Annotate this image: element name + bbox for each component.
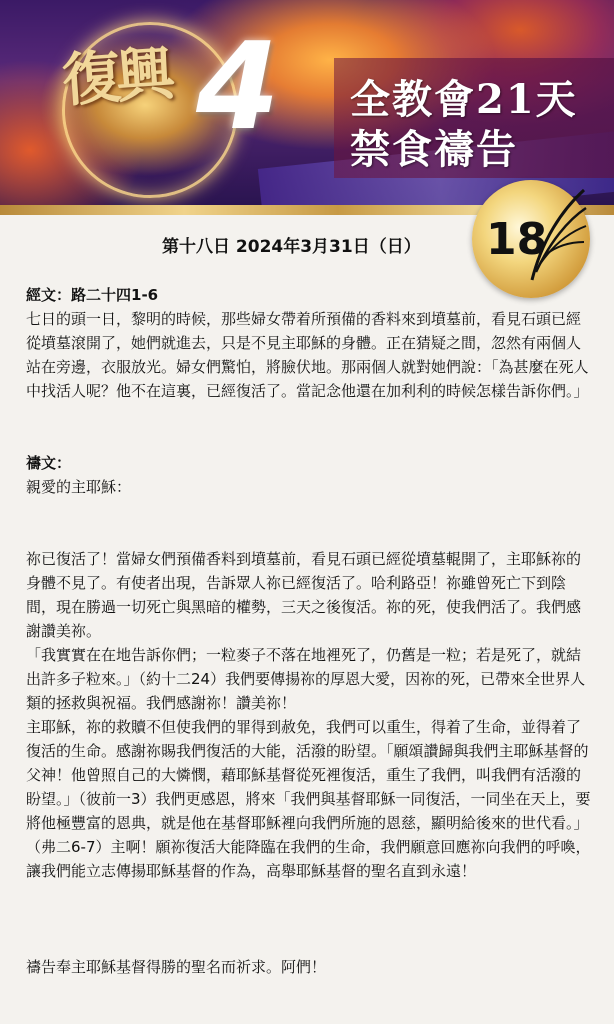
revival-logo-text: 復興 xyxy=(60,39,173,115)
header-banner xyxy=(0,0,614,205)
scripture-text: 七日的頭一日，黎明的時候，那些婦女帶着所預備的香料來到墳墓前，看見石頭已經從墳墓滾開了，她們就進去，只是不見主耶穌的身體。正在猜疑之間，忽然有兩個人站在旁邊，衣服放光。婦女們驚怕，將臉伏地。那兩個人就對她們說：「為甚麼在死人中找活人呢？他不在這裏，已經復活了。當記念他還在加利利的時候怎樣告訴你們。」 xyxy=(26,310,589,400)
date-line: 第十八日 2024年3月31日（日） xyxy=(162,237,421,257)
spacer xyxy=(26,499,592,547)
banner-title-line1: 全教會21天 xyxy=(350,76,578,123)
prayer-closing: 禱告奉主耶穌基督得勝的聖名而祈求。阿們！ xyxy=(26,958,327,976)
devotional-content xyxy=(26,283,592,979)
revival-logo-number: 4 xyxy=(196,18,280,157)
banner-title-line2: 禁食禱告 xyxy=(350,126,518,173)
prayer-paragraph: 主耶穌，祢的救贖不但使我們的罪得到赦免，我們可以重生，得着了生命，並得着了復活的生命。感謝祢賜我們復活的大能，活潑的盼望。「願頌讚歸與我們主耶穌基督的父神！他曾照自己的大憐憫，藉耶穌基督從死裡復活，重生了我們，叫我們有活潑的盼望。」（彼前一3）我們更感恩，將來「我們與基督耶穌一同復活，一同坐在天上，要將他極豐富的恩典，就是他在基督耶穌裡向我們所施的恩慈，顯明給後來的世代看。」（弗二6-7）主啊！願祢復活大能降臨在我們的生命，我們願意回應祢向我們的呼喚，讓我們能立志傳揚耶穌基督的作為，高舉耶穌基督的聖名直到永遠！ xyxy=(26,718,591,880)
prayer-heading: 禱文： xyxy=(26,454,72,472)
scripture-heading: 經文：路二十四1-6 xyxy=(26,286,159,304)
spacer xyxy=(26,403,592,451)
prayer-paragraph: 祢已復活了！當婦女們預備香料到墳墓前，看見石頭已經從墳墓輥開了，主耶穌祢的身體不見了。有使者出現，告訴眾人祢已經復活了。哈利路亞！祢雖曾死亡下到陰間，現在勝過一切死亡與黑暗的權勢，三天之後復活。祢的死，使我們活了。我們感謝讚美祢。 xyxy=(26,550,582,640)
spacer xyxy=(26,931,592,955)
prayer-salutation: 親愛的主耶穌： xyxy=(26,478,132,496)
spacer xyxy=(26,883,592,931)
day-number-badge xyxy=(472,180,590,298)
day-number: 18 xyxy=(486,214,548,265)
prayer-paragraph: 「我實實在在地告訴你們；一粒麥子不落在地裡死了，仍舊是一粒；若是死了，就結出許多子粒來。」（約十二24）我們要傳揚祢的厚恩大愛，因祢的死，已帶來全世界人類的拯救與祝福。我們感謝祢！讚美祢！ xyxy=(26,646,586,712)
